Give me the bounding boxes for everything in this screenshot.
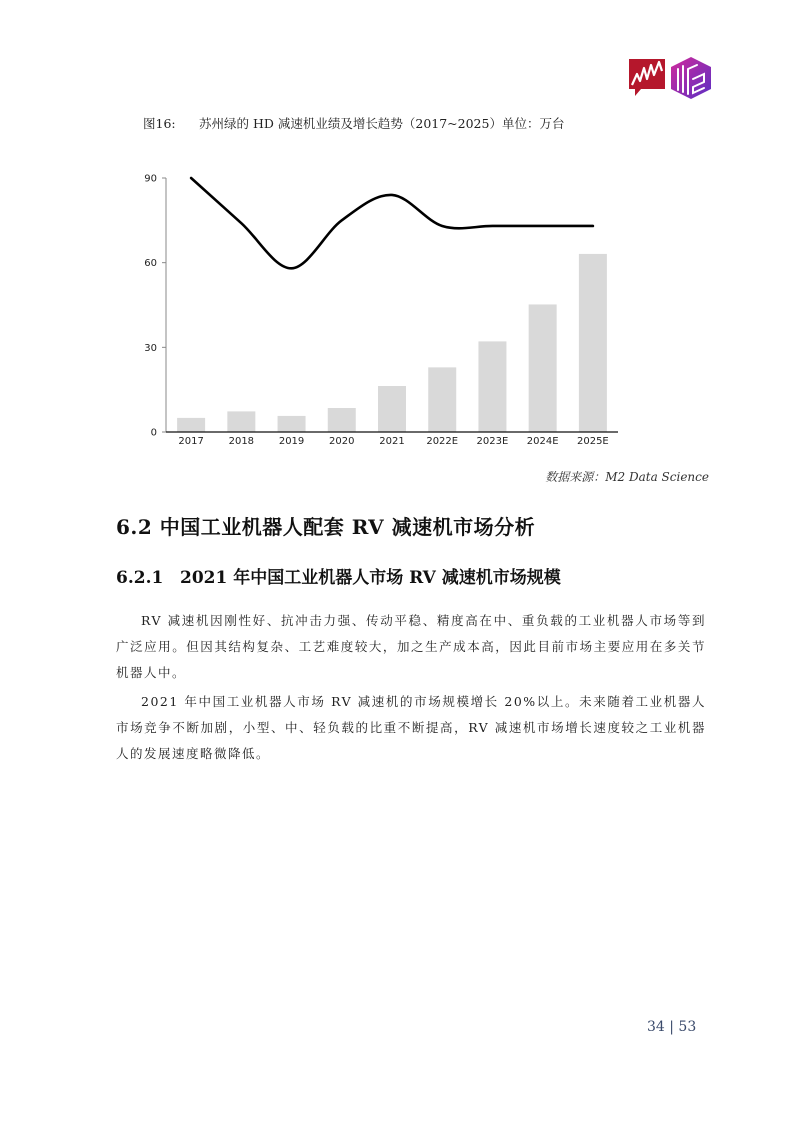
page-number: 34 | 53 bbox=[647, 1019, 697, 1035]
y-tick-label: 0 bbox=[150, 427, 157, 439]
y-tick-label: 90 bbox=[144, 173, 157, 185]
bar bbox=[529, 304, 557, 432]
bar bbox=[478, 341, 506, 432]
bar bbox=[378, 386, 406, 432]
figure-title: 苏州绿的 HD 减速机业绩及增长趋势（2017~2025）单位：万台 bbox=[199, 116, 565, 131]
body-paragraph: 2021 年中国工业机器人市场 RV 减速机的市场规模增长 20%以上。未来随着工业机器人市场竞争不断加剧，小型、中、轻负载的比重不断提高，RV 减速机市场增长速度较之工业机器人的发展速度略微降低。 bbox=[116, 694, 706, 761]
line-series bbox=[191, 178, 593, 268]
x-tick-label: 2023E bbox=[476, 436, 509, 447]
body-paragraph: RV 减速机因刚性好、抗冲击力强、传动平稳、精度高在中、重负载的工业机器人市场等到广泛应用。但因其结构复杂、工艺难度较大，加之生产成本高，因此目前市场主要应用在多关节机器人中。 bbox=[116, 613, 706, 680]
subsection-number: 6.2.1 bbox=[116, 568, 164, 588]
subsection-heading bbox=[116, 563, 561, 588]
figure-number: 图16: bbox=[143, 116, 176, 131]
bar bbox=[227, 411, 255, 432]
bar bbox=[177, 418, 205, 432]
subsection-title: 2021 年中国工业机器人市场 RV 减速机市场规模 bbox=[180, 568, 561, 588]
section-heading: 6.2 中国工业机器人配套 RV 减速机市场分析 bbox=[116, 515, 536, 539]
bar bbox=[328, 408, 356, 432]
y-tick-label: 60 bbox=[144, 258, 157, 270]
data-source: 数据来源：M2 Data Science bbox=[545, 470, 709, 484]
bar-series bbox=[177, 254, 607, 432]
bar bbox=[579, 254, 607, 432]
y-tick-label: 30 bbox=[144, 342, 157, 354]
y-axis bbox=[144, 174, 166, 439]
x-tick-label: 2021 bbox=[379, 436, 405, 447]
bar bbox=[428, 367, 456, 432]
bar bbox=[278, 416, 306, 432]
x-tick-label: 2019 bbox=[278, 436, 305, 447]
bar-line-chart bbox=[0, 0, 793, 470]
x-tick-label: 2020 bbox=[329, 436, 355, 447]
x-tick-label: 2017 bbox=[178, 436, 204, 447]
x-tick-label: 2024E bbox=[526, 436, 559, 447]
x-tick-label: 2018 bbox=[228, 436, 255, 447]
x-tick-label: 2022E bbox=[426, 436, 459, 447]
x-axis bbox=[166, 432, 618, 447]
x-tick-label: 2025E bbox=[576, 436, 609, 447]
